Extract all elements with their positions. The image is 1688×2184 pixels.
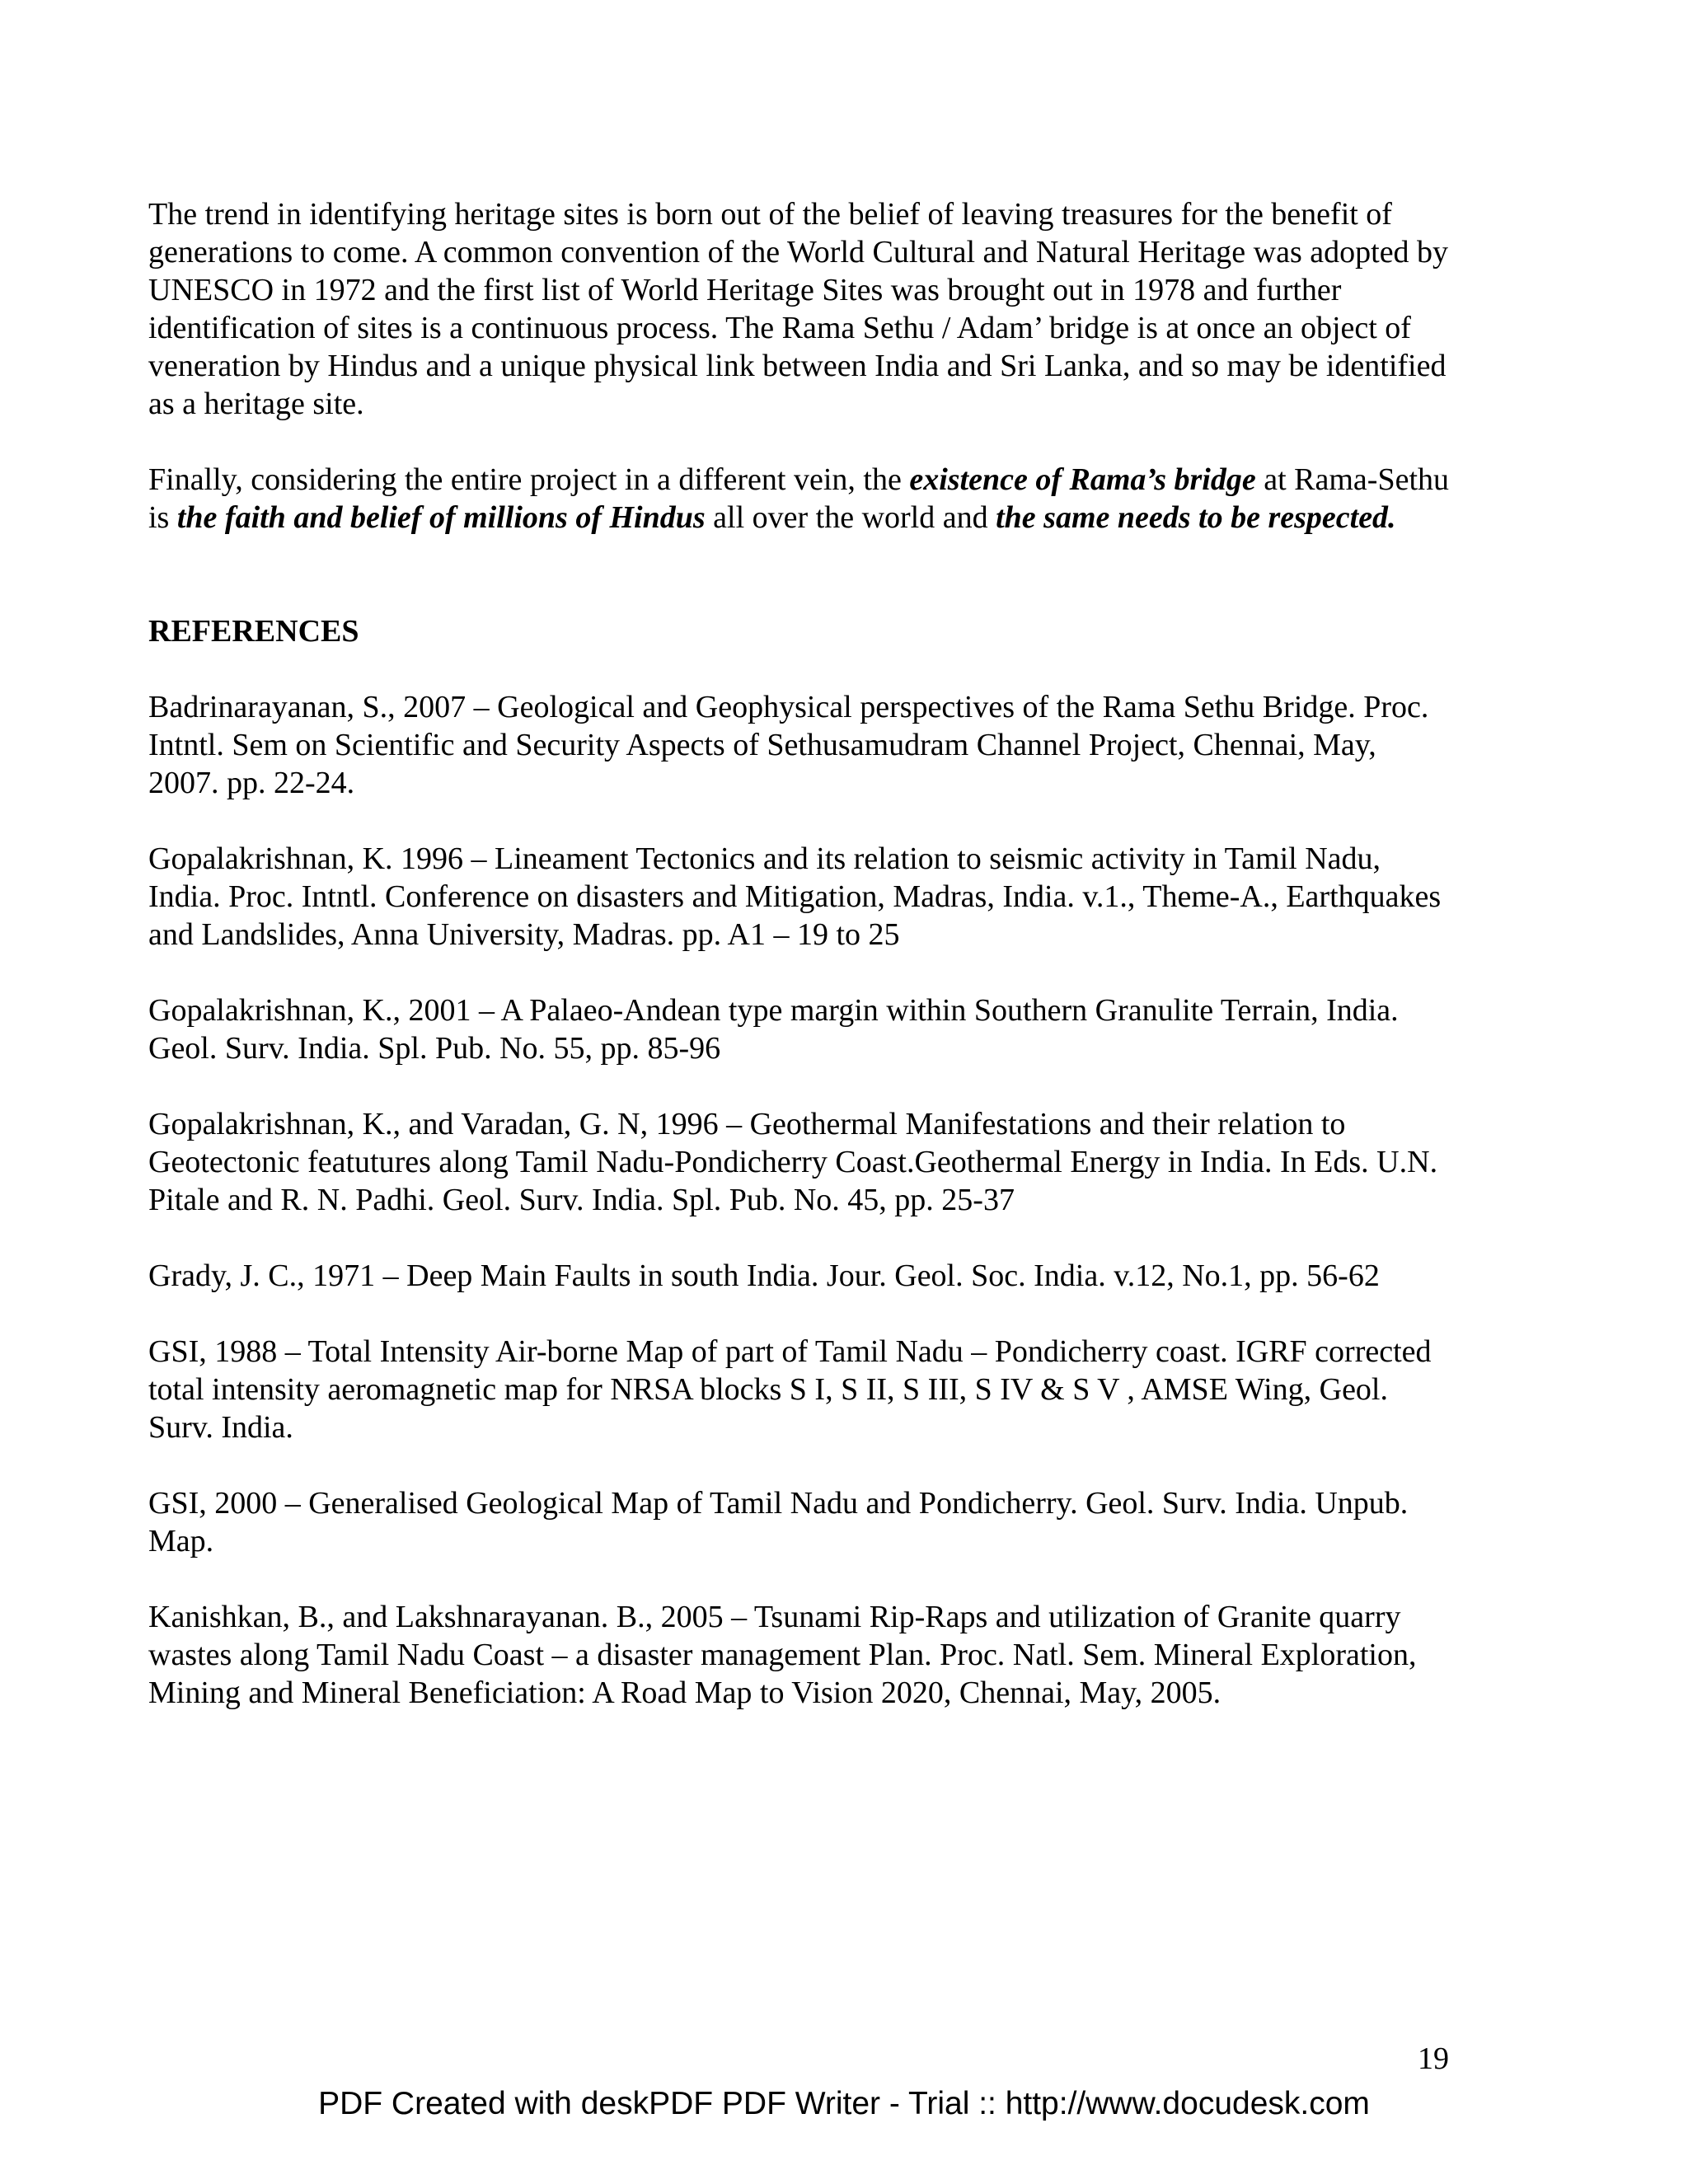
reference-item: Grady, J. C., 1971 – Deep Main Faults in south India. Jour. Geol. Soc. India. v.12, No.1, pp. 56-62 [148, 1258, 1380, 1293]
emphasis-faith: the faith and belief of millions of Hindus [176, 500, 706, 535]
reference-item: GSI, 1988 – Total Intensity Air-borne Map of part of Tamil Nadu – Pondicherry coast. IGRF corrected total intensity aeromagnetic map for NRSA blocks S I, S II, S III, S IV & S V , AMSE Wing, Geol. Surv. India. [148, 1334, 1432, 1445]
references-heading: REFERENCES [148, 614, 359, 649]
paragraph-faith-text: all over the world and [705, 500, 996, 535]
emphasis-respected: the same needs to be respected. [996, 500, 1396, 535]
page-number: 19 [1418, 2041, 1449, 2076]
paragraph-faith-text: at Rama-Sethu is [148, 462, 1450, 535]
reference-item: GSI, 2000 – Generalised Geological Map of Tamil Nadu and Pondicherry. Geol. Surv. India. Unpub. Map. [148, 1486, 1409, 1558]
page-content [148, 195, 1451, 1750]
paragraph-heritage: The trend in identifying heritage sites is born out of the belief of leaving treasures for the benefit of generations to come. A common convention of the World Cultural and Natural Heritage was adopted by UNESCO in 1972 and the first list of World Heritage Sites was brought out in 1978 and further identification of sites is a continuous process. The Rama Sethu / Adam’ bridge is at once an object of veneration by Hindus and a unique physical link between India and Sri Lanka, and so may be identified as a heritage site. [148, 197, 1449, 421]
reference-item: Gopalakrishnan, K. 1996 – Lineament Tectonics and its relation to seismic activity in Tamil Nadu, India. Proc. Intntl. Conference on disasters and Mitigation, Madras, India. v.1., Theme-A., Earthquakes and Landslides, Anna University, Madras. pp. A1 – 19 to 25 [148, 841, 1442, 952]
reference-item: Gopalakrishnan, K., 2001 – A Palaeo-Andean type margin within Southern Granulite Terrain, India. Geol. Surv. India. Spl. Pub. No. 55, pp. 85-96 [148, 993, 1399, 1066]
paragraph-faith [148, 461, 1451, 537]
paragraph-faith-text: Finally, considering the entire project in a different vein, the [148, 462, 910, 497]
reference-item: Kanishkan, B., and Lakshnarayanan. B., 2005 – Tsunami Rip-Raps and utilization of Granite quarry wastes along Tamil Nadu Coast – a disaster management Plan. Proc. Natl. Sem. Mineral Exploration, Mining and Mineral Beneficiation: A Road Map to Vision 2020, Chennai, May, 2005. [148, 1600, 1417, 1710]
reference-item: Badrinarayanan, S., 2007 – Geological and Geophysical perspectives of the Rama Sethu Bridge. Proc. Intntl. Sem on Scientific and Security Aspects of Sethusamudram Channel Project, Chennai, May, 2007. pp. 22-24. [148, 690, 1429, 800]
pdf-footer-watermark: PDF Created with deskPDF PDF Writer - Trial :: http://www.docudesk.com [318, 2086, 1370, 2121]
reference-item: Gopalakrishnan, K., and Varadan, G. N, 1996 – Geothermal Manifestations and their relation to Geotectonic featutures along Tamil Nadu-Pondicherry Coast.Geothermal Energy in India. In Eds. U.N. Pitale and R. N. Padhi. Geol. Surv. India. Spl. Pub. No. 45, pp. 25-37 [148, 1107, 1438, 1217]
references-list [148, 688, 1451, 1712]
emphasis-existence: existence of Rama’s bridge [909, 462, 1256, 497]
